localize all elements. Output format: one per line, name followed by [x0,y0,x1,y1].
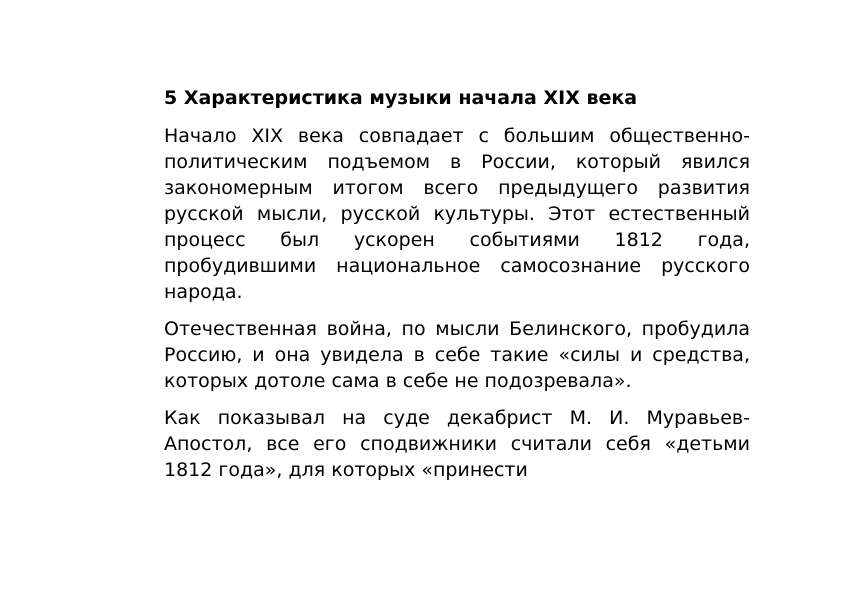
section-heading: 5 Характеристика музыки начала XIX века [164,87,638,109]
paragraph-1: Начало XIX века совпадает с большим общественно-политическим подъемом в России, который явился закономерным итогом всего предыдущего развития русской мысли, русской культуры. Этот естественный процесс был ускорен событиями 1812 года, пробудившими национальное самосознание русского народа. [164,125,750,303]
paragraph-3: Как показывал на суде декабрист М. И. Муравьев-Апостол, все его сподвижники считали себя «детьми 1812 года», для которых «принести [164,407,750,481]
paragraph-2: Отечественная война, по мысли Белинского, пробудила Россию, и она увидела в себе такие «силы и средства, которых дотоле сама в себе не подозревала». [164,318,750,392]
document-page [164,85,750,494]
